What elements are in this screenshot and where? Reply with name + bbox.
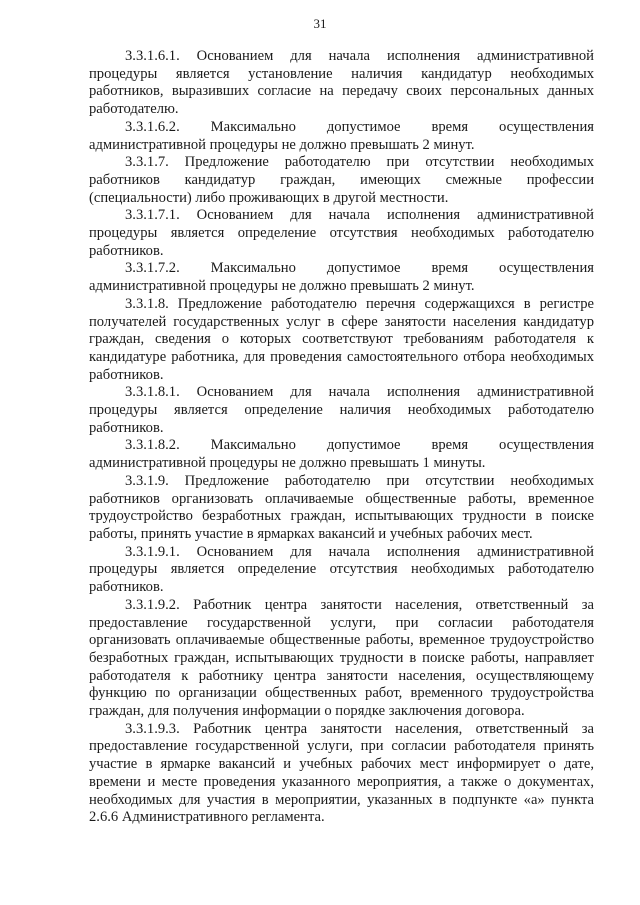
page-number: 31 [313, 16, 327, 31]
paragraph-3-3-1-7-1: 3.3.1.7.1. Основанием для начала исполнения административной процедуры является определение отсутствия необходимых работодателю работников. [89, 207, 594, 259]
document-body [89, 48, 594, 827]
paragraph-3-3-1-7-2: 3.3.1.7.2. Максимально допустимое время осуществления административной процедуры не должно превышать 2 минут. [89, 260, 594, 295]
paragraph-3-3-1-8: 3.3.1.8. Предложение работодателю перечня содержащихся в регистре получателей государственных услуг в сфере занятости населения кандидатур граждан, сведения о которых соответствуют требованиям работодателя к кандидатуре работника, для проведения самостоятельного отбора необходимых работников. [89, 295, 594, 383]
paragraph-3-3-1-6-2: 3.3.1.6.2. Максимально допустимое время осуществления административной процедуры не должно превышать 2 минут. [89, 118, 594, 153]
paragraph-3-3-1-9-1: 3.3.1.9.1. Основанием для начала исполнения административной процедуры является определение отсутствия необходимых работодателю работников. [89, 543, 594, 596]
paragraph-3-3-1-9-3: 3.3.1.9.3. Работник центра занятости населения, ответственный за предоставление государственной услуги, при согласии работодателя принять участие в ярмарке вакансий и учебных рабочих мест информирует о дате, времени и месте проведения указанного мероприятия, а также о документах, необходимых для участия в мероприятии, указанных в подпункте «а» пункта 2.6.6 Административного регламента. [89, 720, 594, 826]
paragraph-3-3-1-6-1: 3.3.1.6.1. Основанием для начала исполнения административной процедуры является установление наличия кандидатур необходимых работников, выразивших согласие на передачу своих персональных данных работодателю. [89, 48, 594, 118]
paragraph-3-3-1-7: 3.3.1.7. Предложение работодателю при отсутствии необходимых работников кандидатур граждан, имеющих смежные профессии (специальности) либо проживающих в другой местности. [89, 154, 594, 206]
paragraph-3-3-1-8-1: 3.3.1.8.1. Основанием для начала исполнения административной процедуры является определение наличия необходимых работодателю работников. [89, 384, 594, 436]
paragraph-3-3-1-8-2: 3.3.1.8.2. Максимально допустимое время осуществления административной процедуры не должно превышать 1 минуты. [89, 437, 594, 472]
paragraph-3-3-1-9: 3.3.1.9. Предложение работодателю при отсутствии необходимых работников организовать оплачиваемые общественные работы, временное трудоустройство безработных граждан, испытывающих трудности в поиске работы, принять участие в ярмарках вакансий и учебных рабочих мест. [89, 472, 594, 542]
paragraph-3-3-1-9-2: 3.3.1.9.2. Работник центра занятости населения, ответственный за предоставление государственной услуги, при согласии работодателя организовать оплачиваемые общественные работы, временное трудоустройство безработных граждан, испытывающих трудности в поиске работы, направляет работодателя к работнику центра занятости населения, осуществляющему функцию по организации общественных работ, временного трудоустройства граждан, для получения информации о порядке заключения договора. [89, 596, 594, 720]
